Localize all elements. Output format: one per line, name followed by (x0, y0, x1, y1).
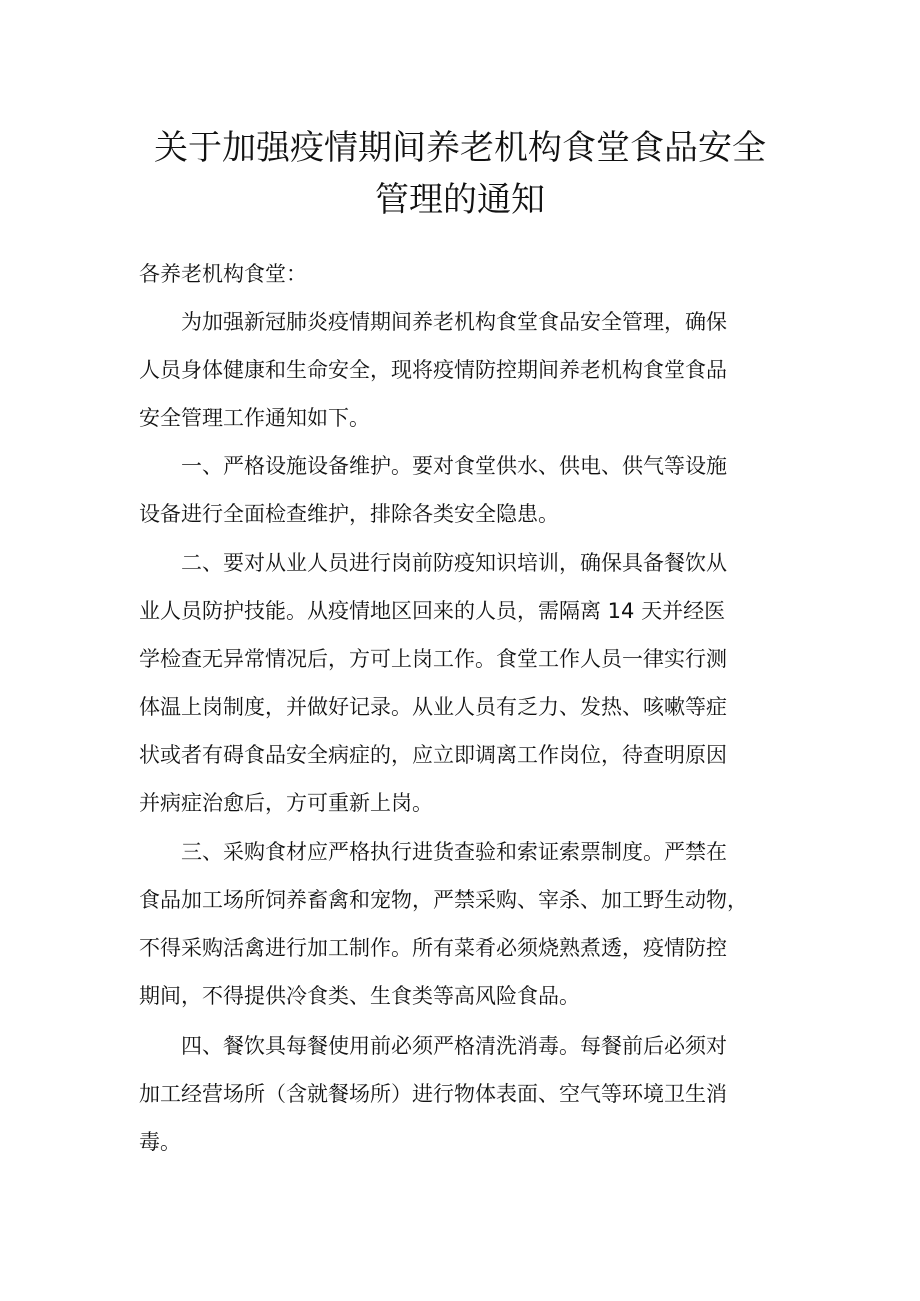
intro-paragraph (139, 298, 784, 442)
salutation-line: 各养老机构食堂： (139, 262, 307, 286)
title-line-1: 关于加强疫情期间养老机构食堂食品安全 (154, 128, 766, 168)
section-3-line: 食品加工场所饲养畜禽和宠物，严禁采购、宰杀、加工野生动物， (139, 888, 748, 912)
section-3-line: 不得采购活禽进行加工制作。所有菜肴必须烧熟煮透，疫情防控 (139, 936, 727, 960)
section-4-line: 加工经营场所（含就餐场所）进行物体表面、空气等环境卫生消 (139, 1082, 727, 1106)
section-1-line: 设备进行全面检查维护，排除各类安全隐患。 (139, 502, 559, 526)
section-2-line: 体温上岗制度，并做好记录。从业人员有乏力、发热、咳嗽等症 (139, 695, 727, 719)
section-4-line: 四、餐饮具每餐使用前必须严格清洗消毒。每餐前后必须对 (139, 1034, 727, 1058)
section-2-line: 二、要对从业人员进行岗前防疫知识培训，确保具备餐饮从 (139, 551, 727, 575)
section-1-line: 一、严格设施设备维护。要对食堂供水、供电、供气等设施 (139, 454, 727, 478)
section-3-line: 三、采购食材应严格执行进货查验和索证索票制度。严禁在 (139, 840, 727, 864)
section-3-paragraph (139, 828, 784, 1020)
section-2-line: 业人员防护技能。从疫情地区回来的人员，需隔离 14 天并经医 (139, 599, 726, 623)
section-2-paragraph (139, 539, 784, 827)
section-1-paragraph (139, 442, 784, 538)
title-line-2: 管理的通知 (375, 180, 545, 220)
section-4-line: 毒。 (139, 1130, 181, 1154)
intro-line: 安全管理工作通知如下。 (139, 406, 370, 430)
section-2-line: 状或者有碍食品安全病症的，应立即调离工作岗位，待查明原因 (139, 743, 727, 767)
section-4-paragraph (139, 1022, 784, 1166)
intro-line: 人员身体健康和生命安全，现将疫情防控期间养老机构食堂食品 (139, 358, 727, 382)
intro-line: 为加强新冠肺炎疫情期间养老机构食堂食品安全管理，确保 (139, 310, 727, 334)
section-2-line: 并病症治愈后，方可重新上岗。 (139, 791, 433, 815)
document-title (100, 122, 820, 226)
section-3-line: 期间，不得提供冷食类、生食类等高风险食品。 (139, 984, 580, 1008)
salutation (139, 250, 784, 298)
section-2-line: 学检查无异常情况后，方可上岗工作。食堂工作人员一律实行测 (139, 647, 727, 671)
